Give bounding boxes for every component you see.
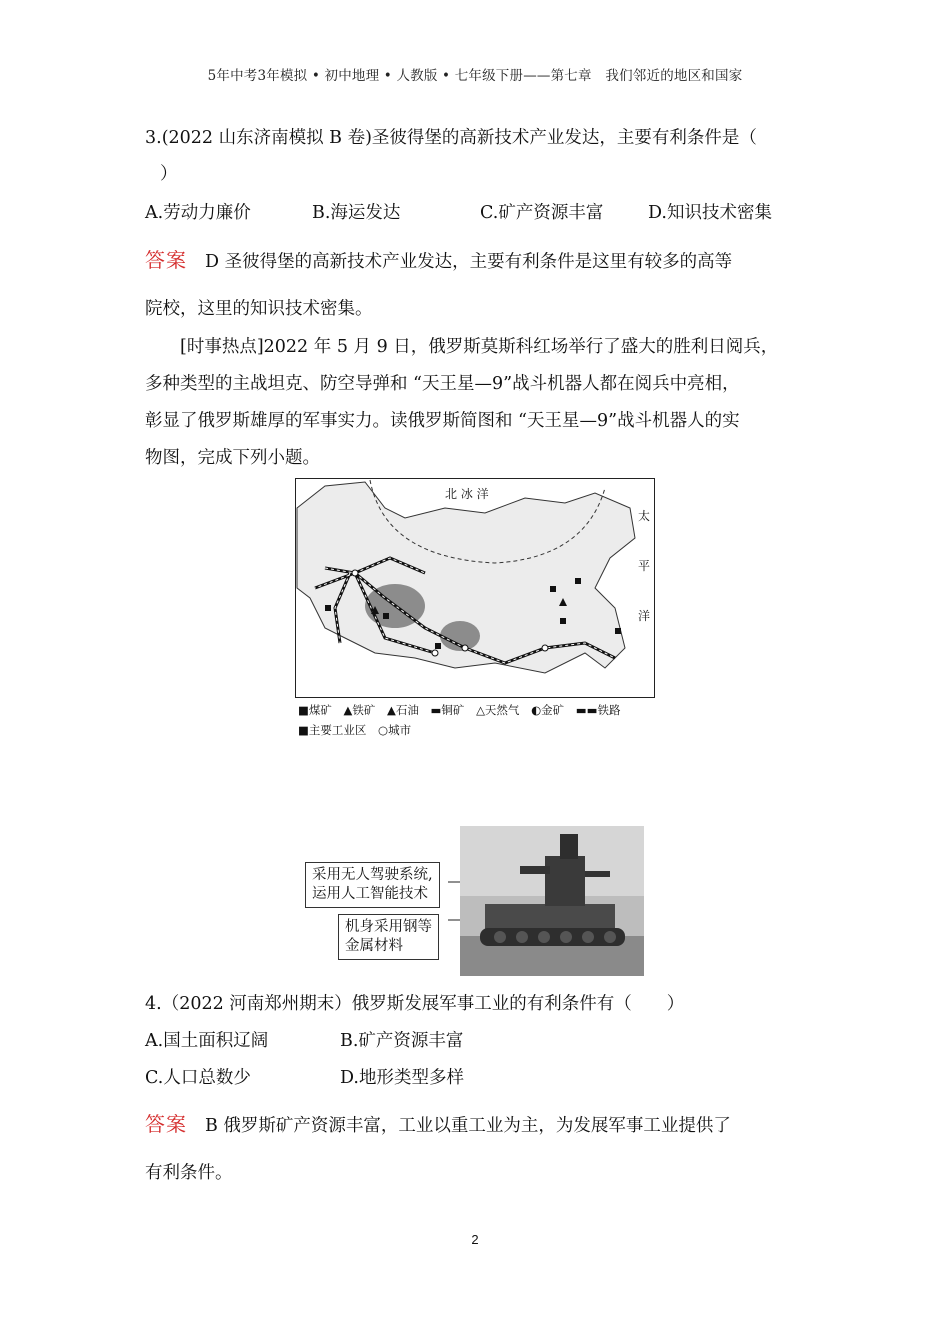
q3-answer-line1: [145, 248, 732, 274]
legend-coal: ■煤矿: [298, 703, 332, 717]
q4-option-d: D.地形类型多样: [340, 1068, 464, 1088]
robot-label-metal: 机身采用钢等 金属材料: [338, 914, 439, 960]
hot-line4: 物图，完成下列小题。: [145, 448, 320, 468]
page-header: 5年中考3年模拟 • 初中地理 • 人教版 • 七年级下册——第七章 我们邻近的地区和国家: [207, 68, 743, 84]
q3-option-b: B.海运发达: [312, 203, 401, 223]
q3-stem-line2: ）: [160, 164, 178, 184]
page-number: 2: [471, 1232, 479, 1247]
hot-line1: [时事热点]2022 年 5 月 9 日，俄罗斯莫斯科红场举行了盛大的胜利日阅兵，: [180, 337, 779, 357]
legend-gold: ◐金矿: [531, 703, 565, 717]
legend-gas: △天然气: [476, 703, 520, 717]
hot-line3: 彰显了俄罗斯雄厚的军事实力。读俄罗斯简图和 “天王星—9”战斗机器人的实: [145, 411, 740, 431]
legend-railway: ▬▬铁路: [575, 703, 621, 717]
legend-copper: ▬铜矿: [430, 703, 465, 717]
q4-option-c: C.人口总数少: [145, 1068, 251, 1088]
q4-answer-line1: [145, 1112, 731, 1138]
robot-label-ai: 采用无人驾驶系统, 运用人工智能技术: [305, 862, 440, 908]
q3-option-d: D.知识技术密集: [648, 203, 772, 223]
legend-iron: ▲铁矿: [343, 703, 376, 717]
q3-answer-line2: 院校，这里的知识技术密集。: [145, 299, 373, 319]
q3-option-c: C.矿产资源丰富: [480, 203, 604, 223]
pacific-label-3: 洋: [638, 609, 651, 623]
q4-option-b: B.矿产资源丰富: [340, 1031, 464, 1051]
q3-answer-label: 答案: [145, 248, 187, 272]
legend-industrial-zone: ■主要工业区: [298, 723, 367, 737]
arctic-ocean-label: 北 冰 洋: [445, 487, 489, 501]
legend-oil: ▲石油: [387, 703, 419, 717]
q3-stem-line1: 3.(2022 山东济南模拟 B 卷)圣彼得堡的高新技术产业发达，主要有利条件是（: [145, 128, 757, 148]
hot-line2: 多种类型的主战坦克、防空导弹和 “天王星—9”战斗机器人都在阅兵中亮相，: [145, 374, 740, 394]
legend-city: ○城市: [378, 723, 412, 737]
russia-map: [295, 478, 655, 698]
q3-option-a: A.劳动力廉价: [145, 203, 251, 223]
pacific-label-1: 太: [638, 509, 651, 523]
q4-answer-label: 答案: [145, 1112, 187, 1136]
q4-answer-line2: 有利条件。: [145, 1163, 233, 1183]
q3-answer-text: D 圣彼得堡的高新技术产业发达，主要有利条件是这里有较多的高等: [205, 252, 733, 272]
q4-stem: 4.（2022 河南郑州期末）俄罗斯发展军事工业的有利条件有（ ）: [145, 994, 685, 1014]
q4-answer-text: B 俄罗斯矿产资源丰富，工业以重工业为主，为发展军事工业提供了: [205, 1116, 731, 1136]
q4-option-a: A.国土面积辽阔: [145, 1031, 269, 1051]
pacific-label-2: 平: [638, 559, 651, 573]
map-legend: [298, 702, 629, 738]
uran-9-robot-photo: [460, 826, 644, 976]
